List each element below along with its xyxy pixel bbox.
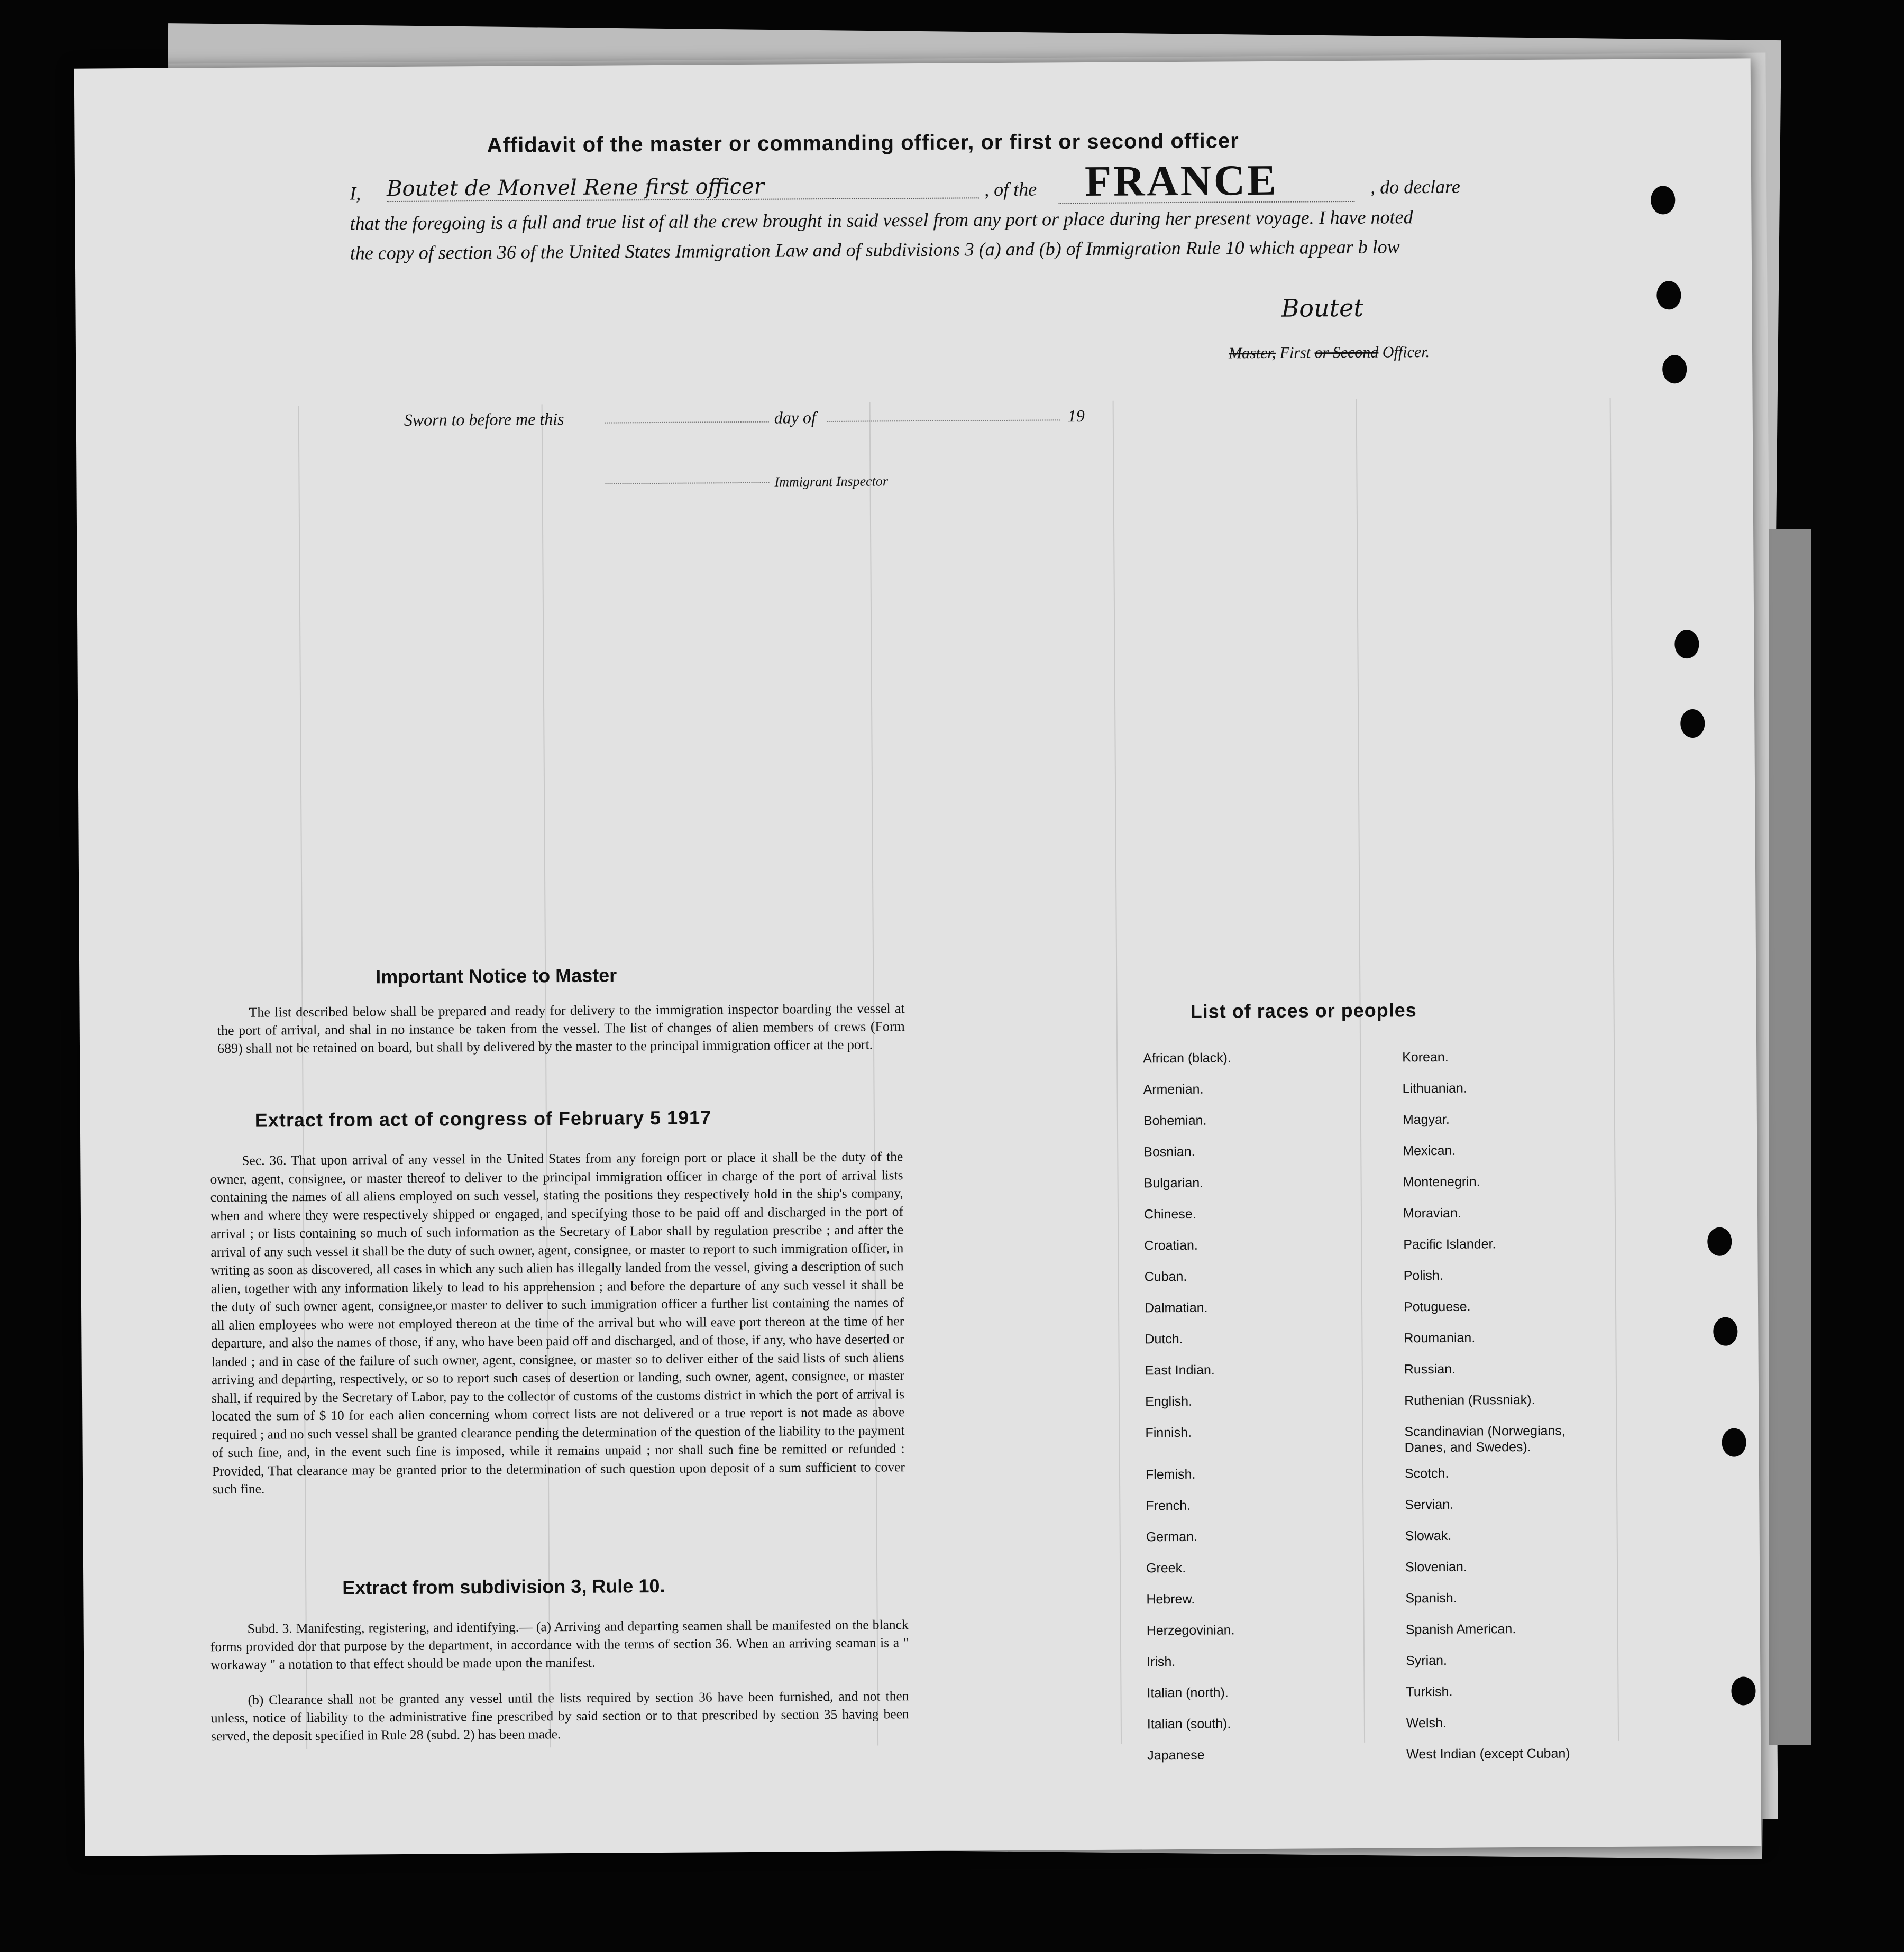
race-right-item: Moravian.	[1403, 1205, 1461, 1221]
race-right-item: West Indian (except Cuban)	[1406, 1746, 1570, 1762]
race-right-item: Polish.	[1403, 1268, 1443, 1284]
race-left-item: Finnish.	[1145, 1425, 1192, 1441]
race-left-item: German.	[1146, 1529, 1198, 1545]
race-left-item: Chinese.	[1143, 1206, 1196, 1222]
officer-first: First	[1279, 344, 1311, 362]
punch-hole	[1662, 355, 1687, 383]
race-left-item: Italian (south).	[1147, 1716, 1231, 1732]
race-right-item: Montenegrin.	[1403, 1174, 1480, 1190]
race-left-item: Flemish.	[1145, 1467, 1196, 1482]
grid-line	[542, 404, 551, 1747]
notice-title: Important Notice to Master	[376, 964, 617, 988]
officer-name-handwritten: Boutet de Monvel Rene first officer	[387, 173, 979, 202]
race-right-item: Pacific Islander.	[1403, 1236, 1496, 1252]
race-left-item: French.	[1146, 1498, 1191, 1514]
race-right-item: Slowak.	[1405, 1528, 1452, 1544]
race-right-item: Spanish.	[1405, 1590, 1457, 1606]
race-left-item: Dalmatian.	[1144, 1300, 1208, 1316]
subdivision-3a-text: Subd. 3. Manifesting, registering, and identifying.— (a) Arriving and departing seamen shall be manifested on the blanck forms provided dor that purpose by the department, in accordance with the terms of section 36. When an arriving seaman is a " workaway " a notation to that effect should be made upon the manifest.	[210, 1617, 909, 1673]
race-right-item: Slovenian.	[1405, 1559, 1467, 1575]
page-edge-strip	[1769, 529, 1811, 1745]
race-left-item: African (black).	[1143, 1050, 1231, 1066]
race-left-item: Bohemian.	[1143, 1113, 1207, 1129]
race-left-item: Bosnian.	[1143, 1144, 1195, 1160]
races-title: List of races or peoples	[1190, 999, 1417, 1022]
notice-body: The list described below shall be prepared and ready for delivery to the immigration inspector boarding the vessel at the port of arrival, and shal in no instance be taken from the vessel. The list of changes of alien members of crews (Form 689) shall not be retained on board, but shall by delivered by the master to the principal immigration officer at the port.	[217, 1001, 905, 1057]
race-left-item: Italian (north).	[1147, 1685, 1229, 1701]
extract-rule-title: Extract from subdivision 3, Rule 10.	[342, 1574, 665, 1599]
punch-hole	[1674, 630, 1699, 658]
race-right-item: Turkish.	[1406, 1684, 1453, 1700]
race-left-item: Hebrew.	[1146, 1591, 1195, 1607]
grid-line	[1356, 399, 1366, 1743]
officer-second-struck: or Second	[1314, 343, 1379, 362]
punch-hole	[1713, 1317, 1737, 1346]
punch-hole	[1651, 186, 1675, 214]
race-right-item: Ruthenian (Russniak).	[1404, 1392, 1535, 1408]
sworn-label: Sworn to before me this	[404, 409, 564, 429]
affidavit-i-label: I,	[350, 182, 361, 204]
race-left-item: English.	[1145, 1394, 1193, 1409]
punch-hole	[1680, 709, 1705, 738]
extract-act-title: Extract from act of congress of February 5 1917	[254, 1106, 712, 1131]
race-left-item: Bulgarian.	[1143, 1175, 1204, 1191]
race-right-item: Welsh.	[1406, 1715, 1447, 1731]
race-left-item: Cuban.	[1144, 1269, 1187, 1285]
manifest-page	[74, 58, 1762, 1856]
sworn-day-blank	[605, 421, 769, 424]
immigrant-inspector-label: Immigrant Inspector	[774, 473, 889, 490]
affidavit-body: that the foregoing is a full and true list of all the crew brought in said vessel from any port or place during her present voyage. I have noted the copy of section 36 of the United States Immigration Law and of subdivisions 3 (a) and (b) of Immigration Rule 10 which appear b low	[350, 206, 1413, 264]
race-right-item: Roumanian.	[1404, 1330, 1476, 1346]
race-left-item: East Indian.	[1145, 1362, 1215, 1378]
sworn-year: 19	[1067, 406, 1085, 426]
grid-line	[1610, 398, 1619, 1741]
punch-hole	[1731, 1676, 1755, 1705]
ship-name: FRANCE	[1084, 155, 1278, 206]
sworn-month-blank	[827, 419, 1060, 422]
officer-title	[1229, 343, 1430, 362]
punch-hole	[1707, 1227, 1732, 1256]
punch-hole	[1656, 281, 1681, 309]
officer-signature: Boutet	[1281, 293, 1364, 323]
officer-master-struck: Master,	[1228, 344, 1276, 362]
race-right-item: Mexican.	[1403, 1143, 1456, 1159]
punch-hole	[1722, 1428, 1746, 1456]
grid-line	[1113, 401, 1122, 1744]
race-left-item: Japanese	[1147, 1747, 1205, 1763]
race-right-item: Russian.	[1404, 1361, 1456, 1377]
race-right-item: Korean.	[1402, 1049, 1449, 1065]
race-left-item: Croatian.	[1144, 1238, 1198, 1253]
inspector-signature-blank	[606, 482, 770, 484]
race-right-item: Scandinavian (Norwegians, Danes, and Swedes).	[1404, 1423, 1566, 1455]
affidavit-do-declare: , do declare	[1370, 176, 1460, 198]
section-36-text: Sec. 36. That upon arrival of any vessel in the United States from any foreign port or place it shall be the duty of the owner, agent, consignee, or master thereof to deliver to the principal immigration officer in charge of the port of arrival lists containing the names of all aliens employed on such vessel, stating the positions they respectively hold in the ship's company, when and where they were respectively shipped or engaged, and specifying those to be paid off and discharged in the port of arrival ; or lists containing so much of such information as the Secretary of Labor shall by regulation prescribe ; and after the arrival of any such vessel it shall be the duty of such owner, agent, consignee, or master to report to such immigration officer, in writing as soon as discovered, all cases in which any such alien has illegally landed from the vessel, giving a description of such alien, together with any information likely to lead to his apprehension ; and before the departure of any such vessel it shall be the duty of such owner agent, consignee,or master to deliver to such immigration officer a further list containing the names of all alien employees who were not employed thereon at the time of the arrival but who will eave port thereon at the time of her departure, and also the names of those, if any, who have been paid off and discharged, and of those, if any, who have deserted or landed ; and in case of the failure of such owner, agent, consignee, or master so to deliver either of the said lists of such aliens arriving and departing, respectively, or so to report such cases of desertion or landing, such owner, agent, consignee, or master shall, if required by the Secretary of Labor, pay to the collector of customs of the customs district in which the port of arrival is located the sum of $ 10 for each alien concerning whom correct lists are not delivered or a true report is not made as above required ; and no such vessel shall be granted clearance pending the determination of the question of the liability to the payment of such fine, and, in the event such fine is imposed, while it remains unpaid ; nor shall such fine be remitted or refunded : Provided, That clearance may be granted prior to the determination of such question upon deposit of a sum sufficient to cover such fine.	[210, 1149, 905, 1497]
grid-line	[298, 406, 308, 1749]
race-right-item: Servian.	[1405, 1497, 1454, 1513]
race-right-item: Spanish American.	[1405, 1621, 1516, 1637]
affidavit-title: Affidavit of the master or commanding officer, or first or second officer	[487, 129, 1239, 157]
race-left-item: Armenian.	[1143, 1082, 1204, 1097]
affidavit-of-the: , of the	[984, 178, 1037, 200]
race-right-item: Magyar.	[1402, 1112, 1450, 1128]
race-left-item: Greek.	[1146, 1560, 1186, 1576]
race-right-item: Potuguese.	[1403, 1299, 1471, 1315]
race-right-item: Lithuanian.	[1402, 1080, 1467, 1096]
race-left-item: Herzegovinian.	[1146, 1623, 1235, 1638]
grid-line	[869, 402, 879, 1746]
race-right-item: Scotch.	[1404, 1465, 1449, 1481]
race-left-item: Irish.	[1147, 1654, 1176, 1670]
race-left-item: Dutch.	[1145, 1331, 1183, 1347]
race-right-item: Syrian.	[1406, 1653, 1448, 1669]
officer-end: Officer.	[1382, 343, 1430, 361]
sworn-day-of: day of	[774, 408, 816, 427]
subdivision-3b-text: (b) Clearance shall not be granted any vessel until the lists required by section 36 have been furnished, and not then unless, notice of liability to the administrative fine prescribed by said section or to that prescribed by section 35 having been served, the deposit specified in Rule 28 (subd. 2) has been made.	[210, 1688, 909, 1744]
